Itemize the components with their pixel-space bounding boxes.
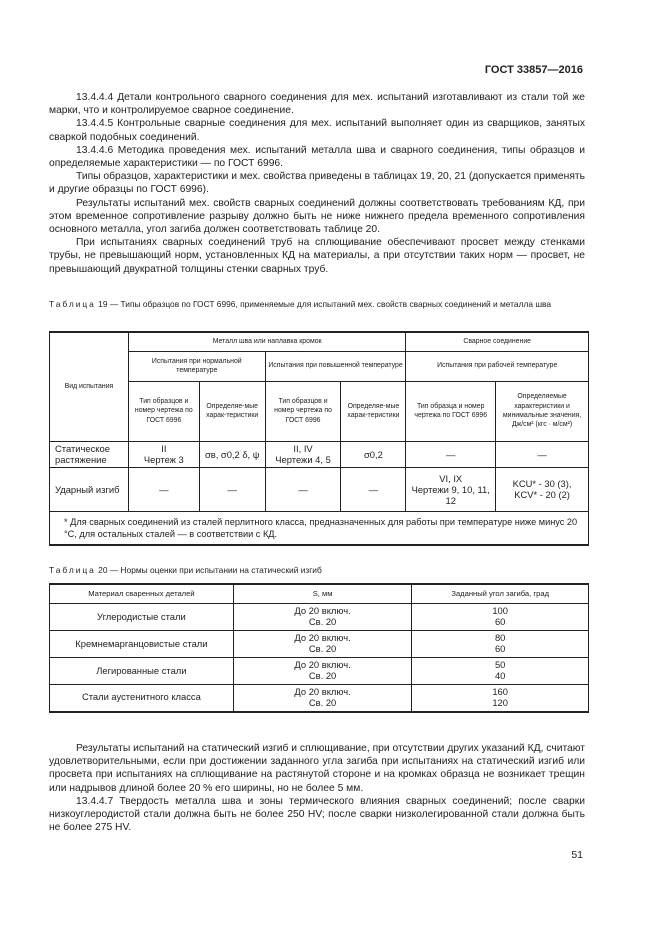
body-text-top	[49, 91, 585, 276]
paragraph: Результаты испытаний мех. свойств сварных соединений должны соответствовать требованиям КД, при этом временное сопротивление разрыву должно быть не ниже нижнего предела временного сопротивления основного металла, угол загиба должен соответствовать таблице 20.	[49, 197, 585, 236]
row-label-tension: Статическое растяжение	[50, 441, 129, 467]
page-number: 51	[571, 849, 583, 861]
header-high-temp: Испытания при повышенной температуре	[265, 351, 406, 381]
header-thickness: S, мм	[233, 584, 412, 604]
material-cell: Углеродистые стали	[50, 604, 234, 631]
material-cell: Стали аустенитного класса	[50, 685, 234, 712]
row-label-impact: Ударный изгиб	[50, 467, 129, 511]
table19-footnote: * Для сварных соединений из сталей перлитного класса, предназначенных для работы при температуре ниже минус 20 °С, для остальных сталей — в соответствии с КД.	[50, 511, 589, 545]
paragraph: Результаты испытаний на статический изгиб и сплющивание, при отсутствии других указаний КД, считают удовлетворительными, если при достижении заданного угла загиба при испытаниях на статический изгиб или просвета при испытаниях на сплющивание на растянутой стороне и на кромках образца не возникает трещин или надрывов длиной более 20 % его ширины, но не более 5 мм.	[49, 743, 585, 794]
table-cell: II Чертеж 3	[128, 441, 199, 467]
table-cell: σв, σ0,2 δ, ψ	[199, 441, 265, 467]
table-cell: II, IV Чертежи 4, 5	[265, 441, 341, 467]
thickness-cell: До 20 включ. Св. 20	[233, 631, 412, 658]
paragraph: При испытаниях сварных соединений труб на сплющивание обеспечивают просвет между стенками трубы, не превышающий норм, установленных КД на материалы, а при отсутствии таких норм — просвет, не превышающий двукратной толщины стенки сварных труб.	[49, 237, 585, 275]
body-text-bottom	[49, 742, 585, 834]
table20-caption	[49, 565, 589, 576]
angle-cell: 80 60	[412, 631, 589, 658]
table-19	[49, 331, 589, 546]
table20-caption-label: Таблица	[49, 565, 96, 575]
table-cell: —	[128, 467, 199, 511]
table20-caption-text: 20 — Нормы оценки при испытании на статический изгиб	[98, 565, 322, 575]
thickness-cell: До 20 включ. Св. 20	[233, 658, 412, 685]
table-20	[49, 583, 589, 713]
table-cell: —	[341, 467, 406, 511]
paragraph: 13.4.4.7 Твердость металла шва и зоны термического влияния сварных соединений; после сварки низкоуглеродистой стали должна быть не более 250 HV; после сварки низколегированной стали должна быть не более 275 HV.	[49, 795, 585, 834]
table19-caption-label: Таблица	[49, 299, 96, 309]
header-work-temp: Испытания при рабочей температуре	[406, 351, 589, 381]
header-weld-joint: Сварное соединение	[406, 332, 589, 351]
header-material: Материал сваренных деталей	[50, 584, 234, 604]
table-cell: —	[496, 441, 589, 467]
header-characteristics: Определяе-мые харак-теристики	[199, 381, 265, 441]
paragraph: 13.4.4.5 Контрольные сварные соединения для мех. испытаний выполняет один из сварщиков, занятых сваркой подобных соединений.	[49, 118, 585, 143]
header-weld-metal: Металл шва или наплавка кромок	[128, 332, 405, 351]
table19-caption	[49, 299, 589, 310]
header-specimen-type: Тип образцов и номер чертежа по ГОСТ 6996	[128, 381, 199, 441]
header-test-type: Вид испытания	[50, 332, 129, 441]
thickness-cell: До 20 включ. Св. 20	[233, 604, 412, 631]
angle-cell: 160 120	[412, 685, 589, 712]
header-bend-angle: Заданный угол загиба, град	[412, 584, 589, 604]
table-cell: KCU* - 30 (3), KCV* - 20 (2)	[496, 467, 589, 511]
header-specimen-type: Тип образца и номер чертежа по ГОСТ 6996	[406, 381, 496, 441]
table-cell: —	[199, 467, 265, 511]
header-specimen-type: Тип образцов и номер чертежа по ГОСТ 6996	[265, 381, 341, 441]
paragraph: 13.4.4.4 Детали контрольного сварного соединения для мех. испытаний изготавливают из стали той же марки, что и контролируемое сварное соединение.	[49, 92, 585, 117]
header-characteristics: Определяе-мые харак-теристики	[341, 381, 406, 441]
header-characteristics-values: Определяемые характеристики и минимальные значения, Дж/см² (кгс · м/см²)	[496, 381, 589, 441]
table-cell: —	[406, 441, 496, 467]
paragraph: Типы образцов, характеристики и мех. свойства приведены в таблицах 19, 20, 21 (допускается применять и другие образцы по ГОСТ 6996).	[49, 171, 585, 196]
paragraph: 13.4.4.6 Методика проведения мех. испытаний металла шва и сварного соединения, типы образцов и определяемые характеристики — по ГОСТ 6996.	[49, 144, 585, 170]
table-cell: —	[265, 467, 341, 511]
material-cell: Кремнемарганцовистые стали	[50, 631, 234, 658]
material-cell: Легированные стали	[50, 658, 234, 685]
thickness-cell: До 20 включ. Св. 20	[233, 685, 412, 712]
angle-cell: 50 40	[412, 658, 589, 685]
table-cell: VI, IX Чертежи 9, 10, 11, 12	[406, 467, 496, 511]
header-normal-temp: Испытания при нормальной температуре	[128, 351, 265, 381]
angle-cell: 100 60	[412, 604, 589, 631]
table-cell: σ0,2	[341, 441, 406, 467]
document-header: ГОСТ 33857—2016	[484, 64, 583, 76]
table19-caption-text: 19 — Типы образцов по ГОСТ 6996, применяемые для испытаний мех. свойств сварных соединений и металла шва	[98, 299, 552, 309]
